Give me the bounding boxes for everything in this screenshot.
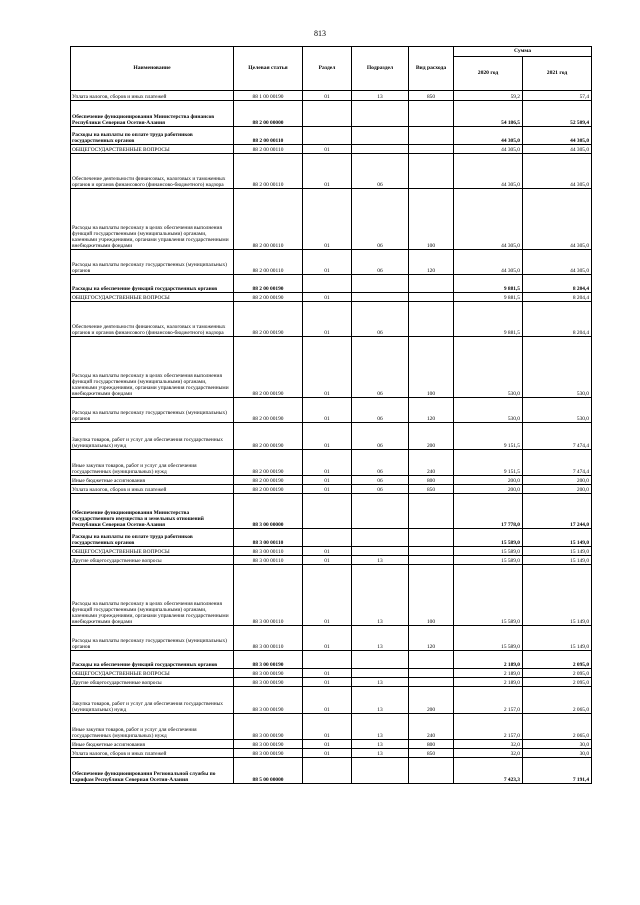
cell-kind <box>409 154 454 189</box>
cell-target: 88 3 00 00190 <box>234 740 303 749</box>
cell-target: 88 3 00 00190 <box>234 687 303 714</box>
table-row <box>71 669 592 678</box>
cell-target: 88 3 00 00190 <box>234 714 303 740</box>
cell-sum-2021: 57,4 <box>523 91 592 101</box>
cell-name: Уплата налогов, сборов и иных платежей <box>71 91 234 101</box>
cell-sum-2021: 15 149,0 <box>523 547 592 556</box>
cell-section: 01 <box>303 450 352 476</box>
cell-target: 88 3 00 00190 <box>234 749 303 758</box>
cell-name: Другие общегосударственные вопросы <box>71 556 234 565</box>
cell-subsection <box>352 529 409 547</box>
cell-name: Расходы на обеспечение функций государственных органов <box>71 651 234 669</box>
cell-name: Уплата налогов, сборов и иных платежей <box>71 749 234 758</box>
cell-target: 88 2 00 00190 <box>234 337 303 398</box>
cell-subsection <box>352 669 409 678</box>
cell-sum-2020: 59,2 <box>454 91 523 101</box>
cell-target: 88 3 00 00190 <box>234 651 303 669</box>
cell-section: 01 <box>303 740 352 749</box>
cell-kind <box>409 651 454 669</box>
cell-sum-2020: 9 881,5 <box>454 302 523 337</box>
cell-target: 88 3 00 00000 <box>234 494 303 529</box>
header-2020: 2020 год <box>454 57 523 91</box>
cell-subsection: 13 <box>352 749 409 758</box>
cell-subsection: 06 <box>352 189 409 250</box>
cell-section: 01 <box>303 485 352 494</box>
cell-section: 01 <box>303 565 352 626</box>
cell-subsection: 06 <box>352 476 409 485</box>
budget-table-sheet <box>70 46 591 784</box>
cell-sum-2021: 15 149,0 <box>523 565 592 626</box>
cell-sum-2021: 530,0 <box>523 398 592 423</box>
cell-name: Расходы на выплаты по оплате труда работников государственных органов <box>71 127 234 145</box>
table-row <box>71 714 592 740</box>
cell-sum-2020: 9 881,5 <box>454 275 523 293</box>
cell-name: Обеспечение функционирования Региональной службы по тарифам Республики Северная Осетия-Алания <box>71 758 234 784</box>
cell-target: 88 2 00 00110 <box>234 250 303 275</box>
cell-section: 01 <box>303 423 352 450</box>
cell-subsection <box>352 758 409 784</box>
cell-section: 01 <box>303 687 352 714</box>
cell-name: Обеспечение функционирования Министерства государственного имущества и земельных отношений Республики Северная Осетия-Алания <box>71 494 234 529</box>
cell-subsection: 06 <box>352 423 409 450</box>
cell-target: 88 2 00 00190 <box>234 302 303 337</box>
cell-sum-2020: 9 881,5 <box>454 293 523 302</box>
cell-sum-2020: 32,0 <box>454 749 523 758</box>
cell-section: 01 <box>303 302 352 337</box>
cell-sum-2021: 44 305,0 <box>523 145 592 154</box>
cell-kind <box>409 494 454 529</box>
cell-kind <box>409 758 454 784</box>
table-row <box>71 529 592 547</box>
table-row <box>71 337 592 398</box>
table-row <box>71 494 592 529</box>
cell-subsection: 13 <box>352 556 409 565</box>
table-row <box>71 547 592 556</box>
cell-sum-2020: 44 305,0 <box>454 189 523 250</box>
table-row <box>71 145 592 154</box>
cell-target: 88 2 00 00110 <box>234 145 303 154</box>
cell-name: Расходы на выплаты персоналу в целях обеспечения выполнения функций государственными (муниципальными) органами, казенными учреждениями, органами управления государственными внебюджетными фондами <box>71 189 234 250</box>
cell-target: 88 3 00 00110 <box>234 529 303 547</box>
cell-sum-2020: 530,0 <box>454 337 523 398</box>
cell-sum-2021: 15 149,0 <box>523 626 592 651</box>
cell-sum-2020: 7 423,3 <box>454 758 523 784</box>
cell-sum-2021: 30,0 <box>523 749 592 758</box>
cell-sum-2021: 530,0 <box>523 337 592 398</box>
cell-sum-2020: 9 151,5 <box>454 450 523 476</box>
cell-subsection: 06 <box>352 302 409 337</box>
cell-subsection: 06 <box>352 154 409 189</box>
cell-target: 88 3 00 00110 <box>234 626 303 651</box>
cell-kind <box>409 275 454 293</box>
cell-kind <box>409 669 454 678</box>
cell-kind <box>409 302 454 337</box>
cell-kind: 800 <box>409 476 454 485</box>
table-row <box>71 687 592 714</box>
cell-subsection <box>352 293 409 302</box>
cell-target: 88 2 00 00190 <box>234 293 303 302</box>
cell-kind <box>409 678 454 687</box>
cell-section: 01 <box>303 669 352 678</box>
cell-section: 01 <box>303 678 352 687</box>
cell-sum-2021: 2 095,0 <box>523 678 592 687</box>
cell-kind: 100 <box>409 189 454 250</box>
table-row <box>71 302 592 337</box>
cell-kind <box>409 127 454 145</box>
cell-kind: 240 <box>409 714 454 740</box>
cell-kind: 850 <box>409 749 454 758</box>
table-body <box>71 91 592 784</box>
cell-sum-2021: 8 204,4 <box>523 293 592 302</box>
cell-target: 88 3 00 00190 <box>234 678 303 687</box>
cell-target: 88 2 00 00190 <box>234 398 303 423</box>
cell-name: Расходы на выплаты персоналу в целях обеспечения выполнения функций государственными (муниципальными) органами, казенными учреждениями, органами управления государственными внебюджетными фондами <box>71 337 234 398</box>
cell-sum-2021: 200,0 <box>523 485 592 494</box>
cell-target: 88 2 00 00190 <box>234 476 303 485</box>
table-row <box>71 127 592 145</box>
cell-section: 01 <box>303 626 352 651</box>
header-2021: 2021 год <box>523 57 592 91</box>
cell-sum-2021: 52 509,4 <box>523 101 592 127</box>
cell-kind: 120 <box>409 250 454 275</box>
cell-sum-2020: 54 186,5 <box>454 101 523 127</box>
cell-sum-2021: 44 305,0 <box>523 189 592 250</box>
cell-target: 88 2 00 00110 <box>234 189 303 250</box>
cell-name: Расходы на выплаты персоналу государственных (муниципальных) органов <box>71 398 234 423</box>
cell-section: 01 <box>303 749 352 758</box>
cell-sum-2020: 15 589,0 <box>454 547 523 556</box>
cell-name: Иные бюджетные ассигнования <box>71 740 234 749</box>
cell-name: Уплата налогов, сборов и иных платежей <box>71 485 234 494</box>
cell-section <box>303 127 352 145</box>
cell-section: 01 <box>303 476 352 485</box>
cell-sum-2021: 2 065,0 <box>523 687 592 714</box>
cell-kind: 100 <box>409 565 454 626</box>
cell-subsection <box>352 101 409 127</box>
cell-sum-2021: 7 191,4 <box>523 758 592 784</box>
cell-target: 88 3 00 00110 <box>234 556 303 565</box>
cell-subsection: 13 <box>352 626 409 651</box>
table-row <box>71 154 592 189</box>
table-row <box>71 476 592 485</box>
header-subsection: Подраздел <box>352 47 409 91</box>
cell-section: 01 <box>303 293 352 302</box>
cell-sum-2020: 2 189,0 <box>454 678 523 687</box>
cell-kind <box>409 101 454 127</box>
cell-sum-2020: 17 778,0 <box>454 494 523 529</box>
cell-subsection <box>352 145 409 154</box>
table-row <box>71 423 592 450</box>
cell-section: 01 <box>303 337 352 398</box>
cell-section: 01 <box>303 145 352 154</box>
table-row <box>71 398 592 423</box>
cell-name: Иные закупки товаров, работ и услуг для обеспечения государственных (муниципальных) нужд <box>71 450 234 476</box>
cell-sum-2020: 44 305,0 <box>454 250 523 275</box>
cell-section: 01 <box>303 189 352 250</box>
cell-kind: 850 <box>409 91 454 101</box>
cell-subsection: 06 <box>352 250 409 275</box>
cell-sum-2020: 15 589,0 <box>454 626 523 651</box>
cell-sum-2020: 200,0 <box>454 476 523 485</box>
cell-target: 88 2 00 00110 <box>234 154 303 189</box>
cell-section: 01 <box>303 556 352 565</box>
table-header <box>71 47 592 91</box>
cell-target: 88 3 00 00110 <box>234 547 303 556</box>
cell-section: 01 <box>303 714 352 740</box>
cell-target: 88 2 00 00190 <box>234 485 303 494</box>
table-row <box>71 678 592 687</box>
cell-sum-2020: 32,0 <box>454 740 523 749</box>
cell-name: Обеспечение функционирования Министерства финансов Республики Северная Осетия-Алания <box>71 101 234 127</box>
cell-sum-2020: 15 589,0 <box>454 556 523 565</box>
header-kind: Вид расхода <box>409 47 454 91</box>
cell-section <box>303 275 352 293</box>
cell-kind: 240 <box>409 450 454 476</box>
cell-subsection: 13 <box>352 687 409 714</box>
cell-sum-2021: 17 244,0 <box>523 494 592 529</box>
cell-kind: 800 <box>409 740 454 749</box>
cell-sum-2021: 44 305,0 <box>523 250 592 275</box>
cell-sum-2021: 8 204,4 <box>523 275 592 293</box>
cell-sum-2020: 44 305,0 <box>454 154 523 189</box>
cell-sum-2021: 15 149,0 <box>523 556 592 565</box>
cell-sum-2020: 2 189,0 <box>454 669 523 678</box>
header-name: Наименование <box>71 47 234 91</box>
table-row <box>71 740 592 749</box>
cell-kind: 200 <box>409 687 454 714</box>
cell-sum-2020: 530,0 <box>454 398 523 423</box>
cell-sum-2021: 2 095,0 <box>523 651 592 669</box>
table-row <box>71 250 592 275</box>
cell-sum-2021: 44 305,0 <box>523 154 592 189</box>
cell-target: 88 2 00 00190 <box>234 450 303 476</box>
cell-target: 88 5 00 00000 <box>234 758 303 784</box>
cell-target: 88 3 00 00190 <box>234 669 303 678</box>
table-row <box>71 293 592 302</box>
cell-name: Обеспечение деятельности финансовых, налоговых и таможенных органов и органов финансового (финансово-бюджетного) надзора <box>71 302 234 337</box>
cell-name: Иные бюджетные ассигнования <box>71 476 234 485</box>
cell-section: 01 <box>303 547 352 556</box>
cell-name: Закупка товаров, работ и услуг для обеспечения государственных (муниципальных) нужд <box>71 423 234 450</box>
cell-target: 88 3 00 00110 <box>234 565 303 626</box>
cell-kind: 100 <box>409 337 454 398</box>
table-row <box>71 450 592 476</box>
cell-name: Расходы на выплаты по оплате труда работников государственных органов <box>71 529 234 547</box>
table-row <box>71 651 592 669</box>
cell-sum-2020: 44 305,0 <box>454 127 523 145</box>
page-number: 813 <box>314 29 326 38</box>
cell-sum-2021: 7 474,4 <box>523 450 592 476</box>
cell-subsection: 06 <box>352 337 409 398</box>
cell-subsection: 13 <box>352 91 409 101</box>
cell-subsection: 13 <box>352 714 409 740</box>
cell-subsection: 06 <box>352 485 409 494</box>
table-row <box>71 565 592 626</box>
cell-name: Расходы на обеспечение функций государственных органов <box>71 275 234 293</box>
table-row <box>71 485 592 494</box>
cell-sum-2020: 2 157,0 <box>454 714 523 740</box>
cell-section <box>303 529 352 547</box>
cell-section: 01 <box>303 250 352 275</box>
cell-sum-2020: 44 305,0 <box>454 145 523 154</box>
cell-name: Обеспечение деятельности финансовых, налоговых и таможенных органов и органов финансового (финансово-бюджетного) надзора <box>71 154 234 189</box>
cell-kind: 850 <box>409 485 454 494</box>
cell-subsection <box>352 275 409 293</box>
cell-kind <box>409 556 454 565</box>
cell-name: Расходы на выплаты персоналу в целях обеспечения выполнения функций государственными (муниципальными) органами, казенными учреждениями, органами управления государственными внебюджетными фондами <box>71 565 234 626</box>
cell-sum-2020: 15 589,0 <box>454 565 523 626</box>
cell-name: Расходы на выплаты персоналу государственных (муниципальных) органов <box>71 250 234 275</box>
cell-section <box>303 651 352 669</box>
header-target: Целевая статья <box>234 47 303 91</box>
cell-sum-2020: 2 157,0 <box>454 687 523 714</box>
cell-section: 01 <box>303 91 352 101</box>
cell-kind: 120 <box>409 626 454 651</box>
cell-sum-2021: 8 204,4 <box>523 302 592 337</box>
cell-sum-2020: 2 189,0 <box>454 651 523 669</box>
cell-sum-2020: 200,0 <box>454 485 523 494</box>
cell-name: Расходы на выплаты персоналу государственных (муниципальных) органов <box>71 626 234 651</box>
cell-kind <box>409 293 454 302</box>
cell-subsection <box>352 127 409 145</box>
cell-sum-2021: 15 149,0 <box>523 529 592 547</box>
cell-sum-2021: 2 065,0 <box>523 714 592 740</box>
cell-subsection <box>352 547 409 556</box>
cell-subsection <box>352 494 409 529</box>
cell-name: Иные закупки товаров, работ и услуг для обеспечения государственных (муниципальных) нужд <box>71 714 234 740</box>
budget-table <box>70 46 592 784</box>
table-row <box>71 101 592 127</box>
cell-target: 88 2 00 00190 <box>234 275 303 293</box>
cell-section: 01 <box>303 154 352 189</box>
cell-section <box>303 494 352 529</box>
cell-subsection <box>352 651 409 669</box>
header-section: Раздел <box>303 47 352 91</box>
cell-name: ОБЩЕГОСУДАРСТВЕННЫЕ ВОПРОСЫ <box>71 547 234 556</box>
cell-name: ОБЩЕГОСУДАРСТВЕННЫЕ ВОПРОСЫ <box>71 293 234 302</box>
table-row <box>71 626 592 651</box>
cell-sum-2020: 9 151,5 <box>454 423 523 450</box>
cell-target: 88 2 00 00110 <box>234 127 303 145</box>
cell-sum-2021: 44 305,0 <box>523 127 592 145</box>
cell-kind <box>409 547 454 556</box>
table-row <box>71 275 592 293</box>
cell-kind: 200 <box>409 423 454 450</box>
cell-subsection: 06 <box>352 450 409 476</box>
cell-kind: 120 <box>409 398 454 423</box>
cell-name: ОБЩЕГОСУДАРСТВЕННЫЕ ВОПРОСЫ <box>71 145 234 154</box>
cell-section: 01 <box>303 398 352 423</box>
cell-subsection: 13 <box>352 678 409 687</box>
cell-subsection: 13 <box>352 565 409 626</box>
header-sum: Сумма <box>454 47 592 57</box>
table-row <box>71 758 592 784</box>
table-row <box>71 749 592 758</box>
cell-name: Закупка товаров, работ и услуг для обеспечения государственных (муниципальных) нужд <box>71 687 234 714</box>
cell-sum-2021: 2 095,0 <box>523 669 592 678</box>
table-row <box>71 91 592 101</box>
cell-section <box>303 758 352 784</box>
cell-sum-2021: 7 474,4 <box>523 423 592 450</box>
cell-section <box>303 101 352 127</box>
cell-sum-2021: 30,0 <box>523 740 592 749</box>
cell-target: 88 1 00 00190 <box>234 91 303 101</box>
table-row <box>71 556 592 565</box>
cell-target: 88 2 00 00000 <box>234 101 303 127</box>
cell-name: ОБЩЕГОСУДАРСТВЕННЫЕ ВОПРОСЫ <box>71 669 234 678</box>
cell-subsection: 13 <box>352 740 409 749</box>
cell-kind <box>409 145 454 154</box>
cell-target: 88 2 00 00190 <box>234 423 303 450</box>
table-row <box>71 189 592 250</box>
cell-kind <box>409 529 454 547</box>
cell-sum-2020: 15 589,0 <box>454 529 523 547</box>
cell-name: Другие общегосударственные вопросы <box>71 678 234 687</box>
cell-subsection: 06 <box>352 398 409 423</box>
cell-sum-2021: 200,0 <box>523 476 592 485</box>
